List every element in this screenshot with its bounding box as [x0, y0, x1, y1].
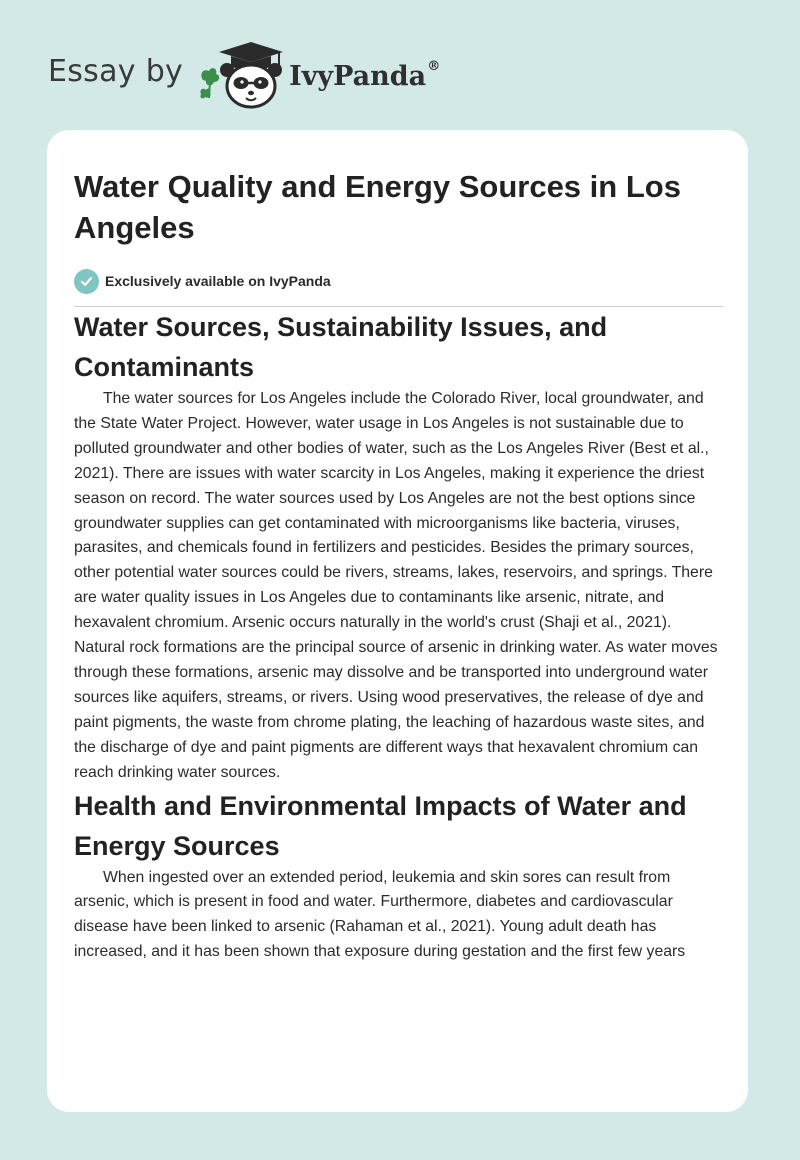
site-header [48, 38, 440, 110]
section-heading: Health and Environmental Impacts of Water and Energy Sources [74, 790, 687, 861]
exclusive-badge [74, 268, 723, 294]
check-icon [74, 269, 99, 294]
section-paragraph: When ingested over an extended period, leukemia and skin sores can result from arsenic, which is present in food and water. Furthermore, diabetes and cardiovascular disease have been linked to arsenic (Rahaman et al., 2021). Young adult death has increased, and it has been shown that exposure during gestation and the first few years [74, 868, 686, 961]
exclusive-label: Exclusively available on IvyPanda [105, 273, 331, 289]
ivypanda-logo-icon[interactable] [197, 38, 285, 110]
registered-mark: ® [427, 58, 441, 74]
brand-name[interactable] [289, 58, 441, 92]
essay-title: Water Quality and Energy Sources in Los Angeles [74, 169, 681, 245]
section-paragraph: The water sources for Los Angeles include the Colorado River, local groundwater, and the State Water Project. However, water usage in Los Angeles is not sustainable due to polluted groundwater and other bodies of water, such as the Los Angeles River (Best et al., 2021). There are issues with water scarcity in Los Angeles, making it experience the driest season on record. The water sources used by Los Angeles are not the best options since groundwater supplies can get contaminated with microorganisms like bacteria, viruses, parasites, and chemicals found in fertilizers and pesticides. Besides the primary sources, other potential water sources could be rivers, streams, lakes, reservoirs, and springs. There are water quality issues in Los Angeles due to contaminants like arsenic, nitrate, and hexavalent chromium. Arsenic occurs naturally in the world's crust (Shaji et al., 2021). Natural rock formations are the principal source of arsenic in drinking water. As water moves through these formations, arsenic may dissolve and be transported into underground water sources like aquifers, streams, or rivers. Using wood preservatives, the release of dye and paint pigments, the waste from chrome plating, the leaching of hazardous waste sites, and the discharge of dye and paint pigments are different ways that hexavalent chromium can reach drinking water sources. [74, 390, 718, 781]
section-heading: Water Sources, Sustainability Issues, and Contaminants [74, 312, 608, 382]
brand-name-text: IvyPanda [289, 60, 427, 92]
essay-card [47, 130, 748, 1112]
essay-content [74, 130, 723, 965]
essay-by-label: Essay by [48, 53, 184, 89]
